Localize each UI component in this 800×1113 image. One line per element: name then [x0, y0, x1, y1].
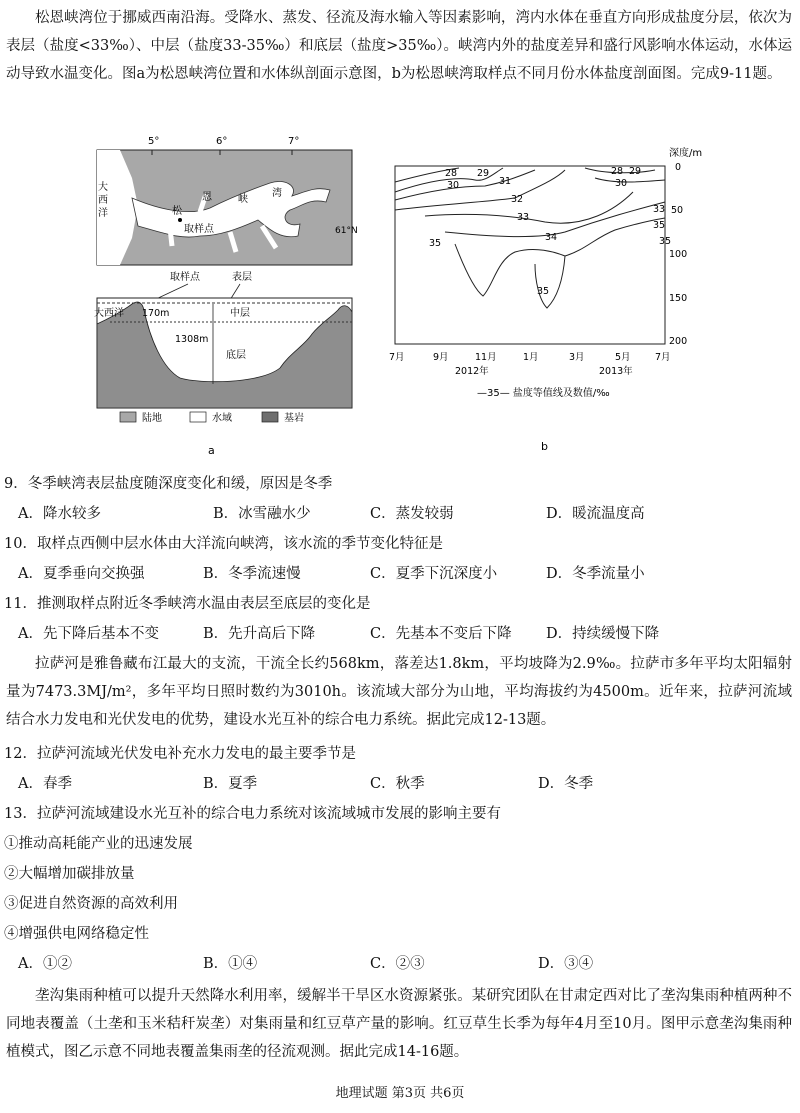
contour-label-29b: 29: [629, 166, 642, 177]
contour-label-35c: 35: [653, 220, 666, 231]
lat-label: 61°N: [335, 226, 358, 236]
depth-label-170: 170m: [142, 308, 170, 319]
fjord-char-3: 峡: [238, 194, 248, 205]
fjord-cross-section: [94, 270, 352, 408]
q9-option-a: A．降水较多: [18, 506, 101, 522]
q13-option-b: B．①④: [203, 956, 258, 972]
q9-option-c: C．蒸发较弱: [370, 506, 454, 522]
q12-option-b: B．夏季: [203, 776, 258, 792]
q13-item-3: ③促进自然资源的高效利用: [4, 896, 178, 912]
figure-a: [80, 128, 370, 458]
question-11-options: [18, 622, 794, 646]
month-tick-2: 11月: [475, 352, 497, 363]
q13-item-4: ④增强供电网络稳定性: [4, 926, 149, 942]
section-surface-label: 表层: [232, 272, 252, 283]
contour-label-28a: 28: [445, 168, 458, 179]
contour-label-35a: 35: [429, 238, 442, 249]
map-ocean-label-1: 大: [98, 182, 108, 193]
contour-label-34: 34: [545, 232, 558, 243]
question-10-options: [18, 562, 794, 586]
contour-label-35b: 35: [537, 286, 550, 297]
map-sample-label: 取样点: [184, 224, 214, 235]
month-tick-3: 1月: [523, 352, 539, 363]
q13-item-1: ①推动高耗能产业的迅速发展: [4, 836, 193, 852]
contour-label-32: 32: [511, 194, 524, 205]
fjord-char-4: 湾: [272, 188, 282, 199]
bottom-layer-label: 底层: [226, 350, 246, 361]
question-9-stem: 9．冬季峡湾表层盐度随深度变化和缓，原因是冬季: [4, 476, 333, 492]
q11-option-a: A．先下降后基本不变: [18, 626, 159, 642]
contour-label-31: 31: [499, 176, 512, 187]
map-sample-point: [178, 218, 182, 222]
fjord-char-1: 松: [172, 206, 182, 217]
month-tick-1: 9月: [433, 352, 449, 363]
q12-option-c: C．秋季: [370, 776, 425, 792]
question-11-stem: 11．推测取样点附近冬季峡湾水温由表层至底层的变化是: [4, 596, 371, 612]
legend-water: 水域: [212, 413, 232, 424]
q11-option-b: B．先升高后下降: [203, 626, 316, 642]
contour-label-33a: 33: [517, 212, 530, 223]
q10-option-b: B．冬季流速慢: [203, 566, 301, 582]
depth-tick-100: 100: [669, 249, 688, 260]
lon-label-5: 5°: [148, 136, 160, 147]
year-label-2012: 2012年: [455, 366, 489, 377]
legend-bedrock: 基岩: [284, 413, 304, 424]
q11-option-c: C．先基本不变后下降: [370, 626, 512, 642]
lon-label-7: 7°: [288, 136, 300, 147]
contour-label-35d: 35: [659, 236, 672, 247]
figure-a-caption: a: [208, 444, 215, 457]
question-12-options: [18, 772, 794, 796]
q10-option-c: C．夏季下沉深度小: [370, 566, 498, 582]
depth-label-1308: 1308m: [175, 334, 209, 345]
q11-option-d: D．持续缓慢下降: [546, 626, 660, 642]
figure-b-caption: b: [541, 440, 548, 453]
lon-label-6: 6°: [216, 136, 228, 147]
middle-layer-label: 中层: [230, 308, 250, 319]
legend-land: 陆地: [142, 413, 162, 424]
passage-sognefjord: 松恩峡湾位于挪威西南沿海。受降水、蒸发、径流及海水输入等因素影响，湾内水体在垂直方向形成盐度分层，依次为表层（盐度<33‰）、中层（盐度33-35‰）和底层（盐度>35‰）。峡湾内外的盐度差异和盛行风影响水体运动，水体运动导致水温变化。图a为松恩峡湾位置和水体纵剖面示意图，b为松恩峡湾取样点不同月份水体盐度剖面图。完成9-11题。: [6, 10, 792, 82]
map-ocean-label-3: 洋: [98, 208, 108, 219]
depth-tick-0: 0: [675, 162, 682, 173]
depth-tick-50: 50: [671, 205, 684, 216]
figure-b: [385, 140, 735, 458]
q13-option-d: D．③④: [538, 956, 594, 972]
q12-option-a: A．春季: [18, 776, 72, 792]
passage-lhasa-river: 拉萨河是雅鲁藏布江最大的支流，干流全长约568km，落差达1.8km，平均坡降为2.9‰。拉萨市多年平均太阳辐射量为7473.3MJ/m²，多年平均日照时数约为3010h。该流域大部分为山地，平均海拔约为4500m。近年来，拉萨河流域结合水力发电和光伏发电的优势，建设水光互补的综合电力系统。据此完成12-13题。: [6, 656, 792, 728]
month-tick-0: 7月: [389, 352, 405, 363]
question-10-stem: 10．取样点西侧中层水体由大洋流向峡湾，该水流的季节变化特征是: [4, 536, 443, 552]
q13-item-2: ②大幅增加碳排放量: [4, 866, 135, 882]
question-13-options: [18, 952, 794, 976]
month-tick-4: 3月: [569, 352, 585, 363]
question-12-stem: 12．拉萨河流域光伏发电补充水力发电的最主要季节是: [4, 746, 356, 762]
question-13-stem: 13．拉萨河流域建设水光互补的综合电力系统对该流域城市发展的影响主要有: [4, 806, 501, 822]
contour-label-33b: 33: [653, 204, 666, 215]
q10-option-d: D．冬季流量小: [546, 566, 645, 582]
q9-option-b: B．冰雪融水少: [213, 506, 311, 522]
contour-label-28b: 28: [611, 166, 624, 177]
map-ocean-label-2: 西: [98, 195, 108, 206]
month-tick-5: 5月: [615, 352, 631, 363]
figure-b-legend: —35— 盐度等值线及数值/‰: [477, 388, 610, 399]
figure-a-legend: [120, 411, 304, 424]
page-footer: 地理试题 第3页 共6页: [335, 1086, 465, 1101]
depth-axis-title: 深度/m: [669, 148, 703, 159]
q9-option-d: D．暖流温度高: [546, 506, 645, 522]
month-tick-6: 7月: [655, 352, 671, 363]
q13-option-c: C．②③: [370, 956, 425, 972]
contour-label-29a: 29: [477, 168, 490, 179]
depth-tick-200: 200: [669, 336, 688, 347]
contour-label-30a: 30: [447, 180, 460, 191]
section-sample-label: 取样点: [170, 272, 200, 283]
q10-option-a: A．夏季垂向交换强: [18, 566, 145, 582]
section-ocean-label: 大西洋: [94, 308, 124, 319]
question-9-options: [18, 502, 794, 526]
year-label-2013: 2013年: [599, 366, 633, 377]
fjord-location-map: [97, 136, 358, 265]
depth-tick-150: 150: [669, 293, 688, 304]
passage-ridge-furrow: 垄沟集雨种植可以提升天然降水利用率，缓解半干旱区水资源紧张。某研究团队在甘肃定西对比了垄沟集雨种植两种不同地表覆盖（土垄和玉米秸秆炭垄）对集雨量和红豆草产量的影响。红豆草生长季为每年4月至10月。图甲示意垄沟集雨种植模式，图乙示意不同地表覆盖集雨垄的径流观测。据此完成14-16题。: [6, 988, 792, 1060]
contour-label-30b: 30: [615, 178, 628, 189]
fjord-char-2: 恩: [202, 192, 212, 203]
q12-option-d: D．冬季: [538, 776, 594, 792]
q13-option-a: A．①②: [18, 956, 72, 972]
